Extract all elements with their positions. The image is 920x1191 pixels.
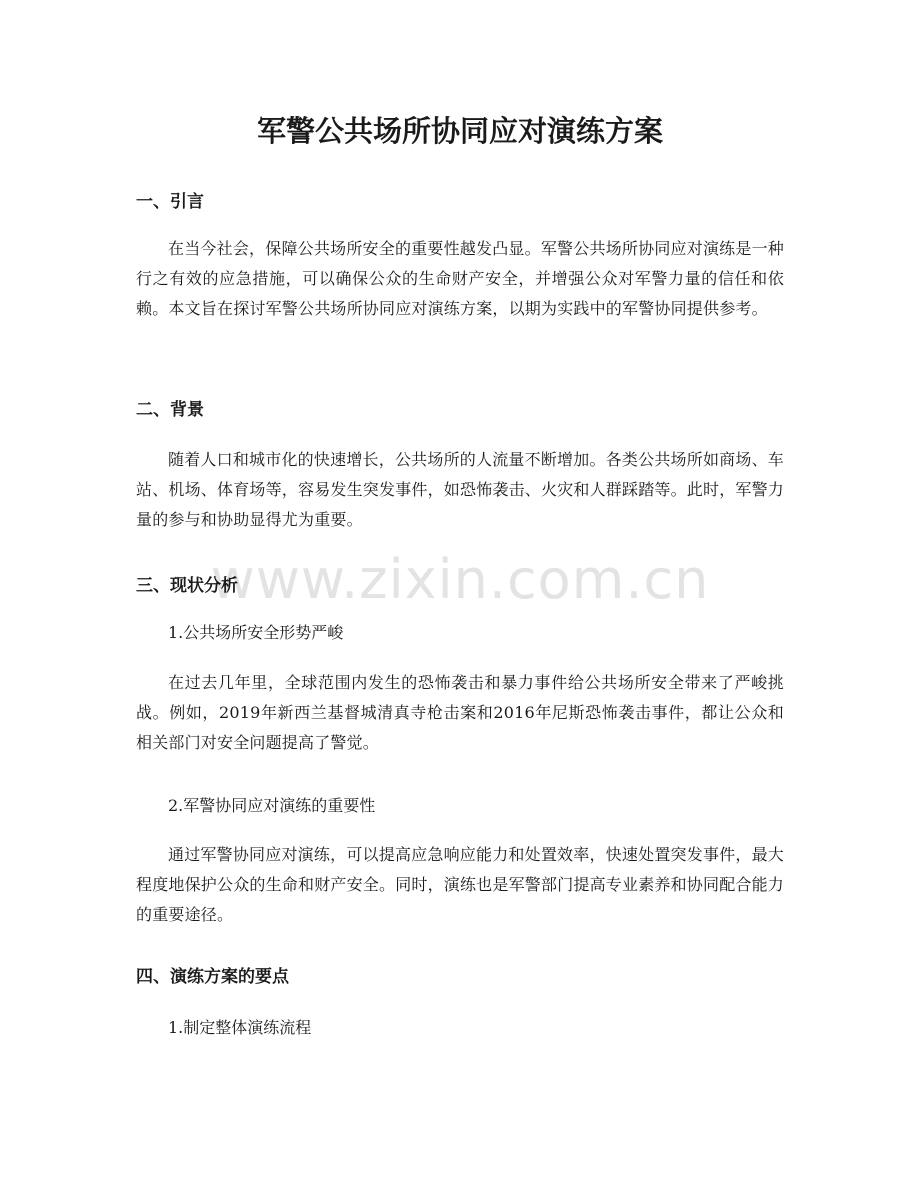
intro-paragraph: 在当今社会，保障公共场所安全的重要性越发凸显。军警公共场所协同应对演练是一种行之有效的应急措施，可以确保公众的生命财产安全，并增强公众对军警力量的信任和依赖。本文旨在探讨军警公共场所协同应对演练方案，以期为实践中的军警协同提供参考。 — [136, 239, 784, 318]
section-heading-background: 二、背景 — [136, 400, 204, 420]
section-heading-drill-plan-points: 四、演练方案的要点 — [136, 967, 289, 987]
security-situation-paragraph: 在过去几年里，全球范围内发生的恐怖袭击和暴力事件给公共场所安全带来了严峻挑战。例如，2019年新西兰基督城清真寺枪击案和2016年尼斯恐怖袭击事件，都让公众和相关部门对安全问题提高了警觉。 — [136, 673, 784, 752]
section-heading-intro: 一、引言 — [136, 192, 204, 212]
subsection-title-overall-drill-process: 1.制定整体演练流程 — [168, 1018, 312, 1037]
section-heading-status-analysis: 三、现状分析 — [136, 576, 238, 596]
subsection-title-drill-importance: 2.军警协同应对演练的重要性 — [168, 796, 376, 815]
subsection-title-security-situation: 1.公共场所安全形势严峻 — [168, 623, 344, 642]
drill-importance-paragraph: 通过军警协同应对演练，可以提高应急响应能力和处置效率，快速处置突发事件，最大程度地保护公众的生命和财产安全。同时，演练也是军警部门提高专业素养和协同配合能力的重要途径。 — [136, 845, 785, 924]
watermark: www.zixin.com.cn — [210, 548, 710, 611]
document-title: 军警公共场所协同应对演练方案 — [256, 114, 663, 148]
background-paragraph: 随着人口和城市化的快速增长，公共场所的人流量不断增加。各类公共场所如商场、车站、机场、体育场等，容易发生突发事件，如恐怖袭击、火灾和人群踩踏等。此时，军警力量的参与和协助显得尤为重要。 — [136, 450, 785, 529]
